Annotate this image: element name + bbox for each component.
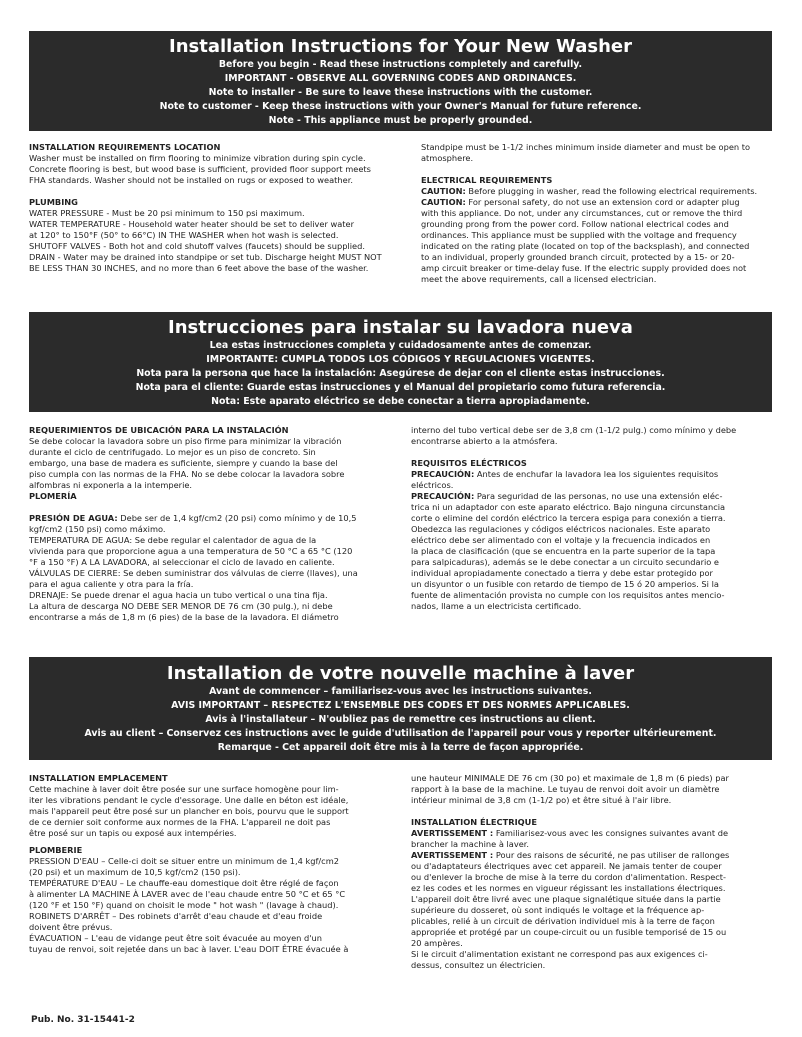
- body-line: L'appareil doit être livré avec une plaque signalétique située dans la partie: [411, 894, 721, 904]
- body-line: encontrarse abierto a la atmósfera.: [411, 436, 558, 446]
- french-note: Avis au client – Conservez ces instructions avec le guide d'utilisation de l'appareil pour vous y reporter ultérieurement.: [84, 728, 717, 739]
- body-line: ez les codes et les normes en vigueur régissant les installations électriques.: [411, 883, 726, 893]
- body-line: ordinances. This appliance must be supplied with the voltage and frequency: [421, 230, 737, 240]
- body-line: Obedezca las regulaciones y códigos eléctricos nacionales. Este aparato: [411, 524, 711, 534]
- section-heading: REQUERIMIENTOS DE UBICACIÓN PARA LA INSTALACIÓN: [29, 425, 289, 435]
- body-line: à alimenter LA MACHINE À LAVER avec de l'eau chaude entre 50 °C et 65 °C: [29, 889, 346, 899]
- body-line: amp circuit breaker or time-delay fuse. If the electric supply provided does not: [421, 263, 747, 273]
- spanish-title: Instrucciones para instalar su lavadora nueva: [168, 317, 633, 338]
- body-line: rapport à la base de la machine. Le tuyau de renvoi doit avoir un diamètre: [411, 784, 720, 794]
- body-line: interno del tubo vertical debe ser de 3,8 cm (1-1/2 pulg.) como mínimo y debe: [411, 425, 737, 435]
- body-line: para salpicaduras), además se le debe conectar a un circuito secundario e: [411, 557, 719, 567]
- body-line: atmosphere.: [421, 153, 474, 163]
- english-note: IMPORTANT - OBSERVE ALL GOVERNING CODES AND ORDINANCES.: [224, 73, 577, 84]
- section-heading: INSTALLATION REQUIREMENTS LOCATION: [29, 142, 221, 152]
- english-title: Installation Instructions for Your New Washer: [169, 36, 632, 57]
- body-line: Se debe colocar la lavadora sobre un piso firme para minimizar la vibración: [29, 436, 342, 446]
- body-line: °F a 150 °F) A LA LAVADORA, al seleccionar el ciclo de lavado en caliente.: [29, 557, 335, 567]
- body-line: nados, llame a un electricista certificado.: [411, 601, 582, 611]
- body-line: (20 psi) et un maximum de 10,5 kgf/cm2 (150 psi).: [29, 867, 241, 877]
- body-line: FHA standards. Washer should not be installed on rugs or exposed to weather.: [29, 175, 353, 185]
- body-line: ou d'adaptateurs électriques avec cet appareil. Ne jamais tenter de couper: [411, 861, 722, 871]
- caution-line: CAUTION: Before plugging in washer, read the following electrical requirements.: [421, 186, 758, 196]
- body-line: la placa de clasificación (que se encuentra en la parte superior de la tapa: [411, 546, 716, 556]
- body-line: WATER TEMPERATURE - Household water heater should be set to deliver water: [29, 219, 355, 229]
- body-line: supérieure du dosseret, où sont indiqués le voltage et la fréquence ap-: [411, 905, 705, 915]
- body-line: Washer must be installed on firm flooring to minimize vibration during spin cycle.: [29, 153, 366, 163]
- english-note: Before you begin - Read these instructions completely and carefully.: [218, 59, 583, 70]
- body-line: DRENAJE: Se puede drenar el agua hacia un tubo vertical o una tina fija.: [29, 590, 328, 600]
- body-line: Standpipe must be 1-1/2 inches minimum inside diameter and must be open to: [421, 142, 751, 152]
- body-line: individual apropiadamente conectado a tierra y debe estar protegido por: [411, 568, 713, 578]
- section-heading: REQUISITOS ELÉCTRICOS: [411, 458, 527, 468]
- section-heading: INSTALLATION EMPLACEMENT: [29, 773, 168, 783]
- body-line: encontrarse a más de 1,8 m (6 pies) de la base de la lavadora. El diámetro: [29, 612, 339, 622]
- french-note: Avant de commencer – familiarisez-vous avec les instructions suivantes.: [209, 686, 592, 697]
- body-line: 20 ampères.: [411, 938, 463, 948]
- body-line: DRAIN - Water may be drained into standpipe or set tub. Discharge height MUST NOT: [29, 252, 382, 262]
- body-line: mais l'appareil peut être posé sur un plancher en bois, pourvu que le support: [29, 806, 349, 816]
- french-note: Remarque - Cet appareil doit être mis à la terre de façon appropriée.: [217, 742, 584, 753]
- french-left-column: [29, 773, 414, 955]
- body-line: une hauteur MINIMALE DE 76 cm (30 po) et maximale de 1,8 m (6 pieds) par: [411, 773, 729, 783]
- english-note: Note to customer - Keep these instructions with your Owner's Manual for future reference.: [159, 101, 642, 112]
- english-right-column: [421, 142, 776, 285]
- body-line: alfombras ni exponerla a la intemperie.: [29, 480, 193, 490]
- body-line: embargo, una base de madera es suficiente, siempre y cuando la base del: [29, 458, 338, 468]
- caution-line: PRECAUCIÓN: Antes de enchufar la lavadora lea los siguientes requisitos: [411, 469, 719, 479]
- body-line: trica ni un adaptador con este aparato eléctrico. Bajo ninguna circunstancia: [411, 502, 726, 512]
- body-line: WATER PRESSURE - Must be 20 psi minimum to 150 psi maximum.: [29, 208, 305, 218]
- body-line: TEMPERATURA DE AGUA: Se debe regular el calentador de agua de la: [29, 535, 317, 545]
- spanish-header-banner: [29, 312, 772, 412]
- body-line: (120 °F et 150 °F) quand on choisit le mode " hot wash " (lavage à chaud).: [29, 900, 339, 910]
- body-line: intérieur minimal de 3,8 cm (1-1/2 po) et être situé à l'air libre.: [411, 795, 672, 805]
- english-header-banner: [29, 31, 772, 131]
- body-line: TEMPÉRATURE D'EAU – Le chauffe-eau domestique doit être réglé de façon: [29, 878, 339, 888]
- body-line: piso cumpla con las normas de la FHA. No se debe colocar la lavadora sobre: [29, 469, 345, 479]
- french-title: Installation de votre nouvelle machine à laver: [166, 663, 635, 684]
- body-line: Cette machine à laver doit être posée sur une surface homogène pour lim-: [29, 784, 339, 794]
- section-heading: PLOMERÍA: [29, 491, 77, 501]
- body-line: ou d'enlever la broche de mise à la terre du cordon d'alimentation. Respect-: [411, 872, 727, 882]
- body-line: kgf/cm2 (150 psi) como máximo.: [29, 524, 166, 534]
- body-line: fuente de alimentación provista no cumple con los requisitos antes mencio-: [411, 590, 725, 600]
- body-line: tuyau de renvoi, soit rejetée dans un bac à laver. L'eau DOIT ÊTRE évacuée à: [29, 944, 349, 954]
- english-note: Note - This appliance must be properly grounded.: [268, 115, 533, 126]
- body-line: para el agua caliente y otra para la fría.: [29, 579, 194, 589]
- body-line: un disyuntor o un fusible con retardo de tiempo de 15 ó 20 amperios. Si la: [411, 579, 719, 589]
- spanish-note: Nota para la persona que hace la instalación: Asegúrese de dejar con el cliente estas instrucciones.: [136, 368, 665, 379]
- body-line: SHUTOFF VALVES - Both hot and cold shutoff valves (faucets) should be supplied.: [29, 241, 365, 251]
- body-line: Si le circuit d'alimentation existant ne correspond pas aux exigences ci-: [411, 949, 708, 959]
- body-line: dessus, consultez un électricien.: [411, 960, 546, 970]
- spanish-right-column: [411, 425, 776, 612]
- body-line: ÉVACUATION – L'eau de vidange peut être soit évacuée au moyen d'un: [29, 933, 322, 943]
- body-line: La altura de descarga NO DEBE SER MENOR DE 76 cm (30 pulg.), ni debe: [29, 601, 333, 611]
- body-line: plicables, relié à un circuit de dérivation individuel mis à la terre de façon: [411, 916, 715, 926]
- section-heading: PLUMBING: [29, 197, 78, 207]
- body-line: doivent être prévus.: [29, 922, 113, 932]
- pressure-line: PRESIÓN DE AGUA: Debe ser de 1,4 kgf/cm2 (20 psi) como mínimo y de 10,5: [29, 513, 357, 523]
- spanish-left-column: [29, 425, 414, 623]
- spanish-note: IMPORTANTE: CUMPLA TODOS LOS CÓDIGOS Y REGULACIONES VIGENTES.: [206, 354, 595, 365]
- body-line: Concrete flooring is best, but wood base is sufficient, provided floor support meets: [29, 164, 371, 174]
- body-line: PRESSION D'EAU – Celle-ci doit se situer entre un minimum de 1,4 kgf/cm2: [29, 856, 339, 866]
- section-heading: PLOMBERIE: [29, 845, 83, 855]
- french-note: AVIS IMPORTANT – RESPECTEZ L'ENSEMBLE DES CODES ET DES NORMES APPLICABLES.: [171, 700, 630, 711]
- body-line: brancher la machine à laver.: [411, 839, 530, 849]
- body-line: VÁLVULAS DE CIERRE: Se deben suministrar dos válvulas de cierre (llaves), una: [29, 568, 358, 578]
- body-line: at 120° to 150°F (50° to 66°C) IN THE WASHER when hot wash is selected.: [29, 230, 339, 240]
- body-line: grounding prong from the power cord. Follow national electrical codes and: [421, 219, 729, 229]
- publication-number: Pub. No. 31-15441-2: [31, 1015, 135, 1025]
- spanish-note: Nota para el cliente: Guarde estas instrucciones y el Manual del propietario como futura referencia.: [135, 382, 666, 393]
- section-heading: ELECTRICAL REQUIREMENTS: [421, 175, 553, 185]
- caution-line: AVERTISSEMENT : Pour des raisons de sécurité, ne pas utiliser de rallonges: [411, 850, 730, 860]
- body-line: eléctrico debe ser alimentado con el voltaje y la frecuencia indicados en: [411, 535, 711, 545]
- spanish-note: Lea estas instrucciones completa y cuidadosamente antes de comenzar.: [209, 340, 592, 351]
- caution-line: PRECAUCIÓN: Para seguridad de las personas, no use una extensión eléc-: [411, 491, 723, 501]
- body-line: meet the above requirements, call a licensed electrician.: [421, 274, 657, 284]
- body-line: to an individual, properly grounded branch circuit, protected by a 15- or 20-: [421, 252, 735, 262]
- body-line: corte o elimine del cordón eléctrico la tercera espiga para conexión a tierra.: [411, 513, 726, 523]
- body-line: with this appliance. Do not, under any circumstances, cut or remove the third: [421, 208, 743, 218]
- body-line: vivienda para que proporcione agua a una temperatura de 50 °C a 65 °C (120: [29, 546, 353, 556]
- body-line: eléctricos.: [411, 480, 454, 490]
- french-right-column: [411, 773, 776, 971]
- body-line: de ce dernier soit conforme aux normes de la FHA. L'appareil ne doit pas: [29, 817, 331, 827]
- caution-line: CAUTION: For personal safety, do not use an extension cord or adapter plug: [421, 197, 740, 207]
- body-line: appropriée et protégé par un coupe-circuit ou un fusible temporisé de 15 ou: [411, 927, 727, 937]
- english-left-column: [29, 142, 414, 274]
- french-header-banner: [29, 657, 772, 760]
- body-line: ROBINETS D'ARRÊT – Des robinets d'arrêt d'eau chaude et d'eau froide: [29, 911, 323, 921]
- english-note: Note to installer - Be sure to leave these instructions with the customer.: [208, 87, 593, 98]
- french-note: Avis à l'installateur – N'oubliez pas de remettre ces instructions au client.: [205, 714, 596, 725]
- body-line: indicated on the rating plate (located on top of the backsplash), and connected: [421, 241, 750, 251]
- section-heading: INSTALLATION ÉLECTRIQUE: [411, 817, 538, 827]
- body-line: durante el ciclo de centrifugado. Lo mejor es un piso de concreto. Sin: [29, 447, 316, 457]
- spanish-note: Nota: Este aparato eléctrico se debe conectar a tierra apropiadamente.: [211, 396, 590, 407]
- caution-line: AVERTISSEMENT : Familiarisez-vous avec les consignes suivantes avant de: [411, 828, 729, 838]
- body-line: iter les vibrations pendant le cycle d'essorage. Une dalle en béton est idéale,: [29, 795, 349, 805]
- body-line: être posé sur un tapis ou exposé aux intempéries.: [29, 828, 237, 838]
- body-line: BE LESS THAN 30 INCHES, and no more than 6 feet above the base of the washer.: [29, 263, 369, 273]
